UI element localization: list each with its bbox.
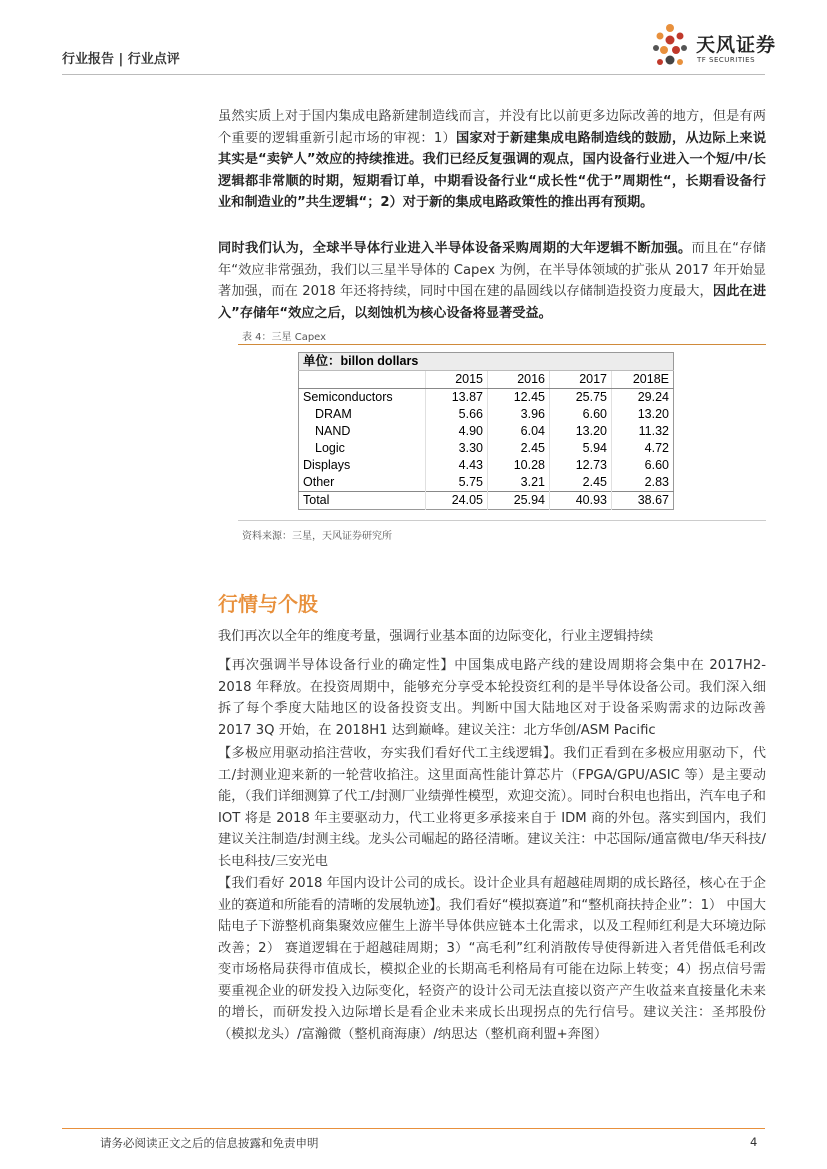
capex-unit: 单位：billon dollars [299, 353, 674, 371]
table-cell: 2.83 [612, 474, 674, 492]
year-header: 2016 [488, 371, 550, 389]
table-cell: 11.32 [612, 423, 674, 440]
table-cell: 6.60 [550, 406, 612, 423]
year-header: 2015 [426, 371, 488, 389]
table-cell: 6.04 [488, 423, 550, 440]
year-header: 2017 [550, 371, 612, 389]
section-intro: 我们再次以全年的维度考量，强调行业基本面的边际变化，行业主逻辑持续 [218, 629, 654, 644]
table-cell: 2.45 [550, 474, 612, 492]
paragraph-logic-bold: 国家对于新建集成电路制造线的鼓励，从边际上来说其实是“卖铲人”效应的持续推进。我们已经反复强调的观点，国内设备行业进入一个短/中/长逻辑都非常顺的时期，短期看订单，中期看设备行业“成长性“优于”周期性“，长期看设备行业和制造业的”共生逻辑“；2）对于新的集成电路政策性的推出再有预期。 [218, 130, 767, 210]
row-label: Displays [303, 458, 351, 472]
figure-bottom-rule [238, 520, 766, 521]
table-cell: 13.87 [426, 389, 488, 407]
table-cell: 5.66 [426, 406, 488, 423]
footer-disclaimer: 请务必阅读正文之后的信息披露和免责申明 [100, 1136, 319, 1150]
capex-unit-row [299, 353, 674, 371]
report-category: 行业报告 | 行业点评 [62, 52, 180, 67]
table-cell: 4.43 [426, 457, 488, 474]
table-cell: 12.73 [550, 457, 612, 474]
table-cell: 13.20 [612, 406, 674, 423]
table-cell: 6.60 [612, 457, 674, 474]
table-cell: 5.75 [426, 474, 488, 492]
table-cell: 5.94 [550, 440, 612, 457]
table-row [299, 406, 674, 423]
tf-securities-logo [650, 22, 777, 74]
table-cell: 3.21 [488, 474, 550, 492]
table-cell: 24.05 [426, 492, 488, 510]
table-cell: 4.90 [426, 423, 488, 440]
logo-name-en: TF SECURITIES [697, 56, 756, 64]
paragraph-equipment: 【再次强调半导体设备行业的确定性】中国集成电路产线的建设周期将会集中在 2017H2-2018 年释放。在投资周期中，能够充分享受本轮投资红利的是半导体设备公司。我们深入细拆了每个季度大陆地区的设备投资支出。判断中国大陆地区对于设备采购需求的边际改善 2017 3Q 开始，在 2018H1 达到巅峰。建议关注：北方华创/ASM Pacific [218, 658, 766, 738]
row-label: DRAM [315, 407, 352, 421]
header-divider [62, 74, 765, 75]
table-cell: 10.28 [488, 457, 550, 474]
page-number: 4 [750, 1135, 758, 1149]
row-label: Logic [315, 441, 345, 455]
table-cell: 38.67 [612, 492, 674, 510]
table-row [299, 457, 674, 474]
paragraph-cycle-bold-1: 同时我们认为，全球半导体行业进入半导体设备采购周期的大年逻辑不断加强。 [218, 241, 692, 256]
figure-caption: 表 4：三星 Capex [242, 332, 327, 343]
table-cell: 25.75 [550, 389, 612, 407]
table-row [299, 423, 674, 440]
table-cell: 3.96 [488, 406, 550, 423]
table-row [299, 389, 674, 407]
row-label: Other [303, 475, 335, 489]
footer-divider [62, 1128, 765, 1129]
capex-table [298, 352, 674, 510]
table-cell: 40.93 [550, 492, 612, 510]
table-row [299, 440, 674, 457]
table-cell: 3.30 [426, 440, 488, 457]
year-header: 2018E [612, 371, 674, 389]
paragraph-foundry: 【多极应用驱动掐注营收，夯实我们看好代工主线逻辑】。我们正看到在多极应用驱动下，代工/封测业迎来新的一轮营收掐注。这里面高性能计算芯片（FPGA/GPU/ASIC 等）是主要动能，（我们详细测算了代工/封测厂业绩弹性模型，欢迎交流）。同时台积电也指出，汽车电子和 IOT 将是 2018 年主要驱动力，代工业将更多承接来自于 IDM 商的外包。落实到国内，我们建议关注制造/封测主线。龙头公司崛起的路径清晰。建议关注：中芯国际/通富微电/华天科技/长电科技/三安光电 [218, 746, 766, 869]
figure-top-rule [238, 344, 766, 345]
table-cell: 2.45 [488, 440, 550, 457]
table-cell: 29.24 [612, 389, 674, 407]
paragraph-cycle-text: 而且在“存储年“效应非常强劲，我们以三星半导体的 Capex 为例，在半导体领域的扩张从 2017 年开始显著加强，而在 2018 年还将持续，同时中国在建的晶圆线以存储制造投资力度最大， [218, 241, 766, 299]
paragraph-cycle-bold-2: 因此在进入”存储年“效应之后，以刻蚀机为核心设备将显著受益。 [218, 284, 767, 321]
section-title: 行情与个股 [218, 592, 318, 616]
table-cell: 13.20 [550, 423, 612, 440]
paragraph-cycle [218, 238, 766, 324]
figure-source: 资料来源：三星，天风证券研究所 [242, 531, 392, 542]
paragraph-design: 【我们看好 2018 年国内设计公司的成长。设计企业具有超越硅周期的成长路径，核心在于企业的赛道和所能看的清晰的发展轨迹】。我们看好“模拟赛道”和“整机商扶持企业”：1） 中国大陆电子下游整机商集聚效应催生上游半导体供应链本土化需求，以及工程师红利是大环境边际改善；2） 赛道逻辑在于超越硅周期；3）“高毛利”红利消散传导使得新进入者凭借低毛利改变市场格局获得市值成长，模拟企业的长期高毛利格局有可能在边际上转变；4）拐点信号需要重视企业的研发投入边际变化，轻资产的设计公司无法直接以资产产生收益来直接量化未来的增长，而研发投入边际增长是看企业未来成长出现拐点的先行信号。建议关注：圣邦股份（模拟龙头）/富瀚微（整机商海康）/纳思达（整机商利盟+奔图） [218, 876, 766, 1042]
row-label: NAND [315, 424, 351, 438]
table-cell: 4.72 [612, 440, 674, 457]
paragraph-logic-text: 虽然实质上对于国内集成电路新建制造线而言，并没有比以前更多边际改善的地方，但是有两个重要的逻辑重新引起市场的审视：1） [218, 109, 766, 146]
logo-mark-icon [650, 22, 692, 72]
table-cell: 25.94 [488, 492, 550, 510]
paragraph-logic [218, 106, 766, 214]
table-cell: 12.45 [488, 389, 550, 407]
logo-name-cn: 天风证券 [696, 34, 777, 56]
capex-header-row [299, 371, 674, 389]
row-label: Total [299, 492, 426, 510]
row-label: Semiconductors [303, 390, 393, 404]
table-row-total [299, 492, 674, 510]
table-row [299, 474, 674, 492]
